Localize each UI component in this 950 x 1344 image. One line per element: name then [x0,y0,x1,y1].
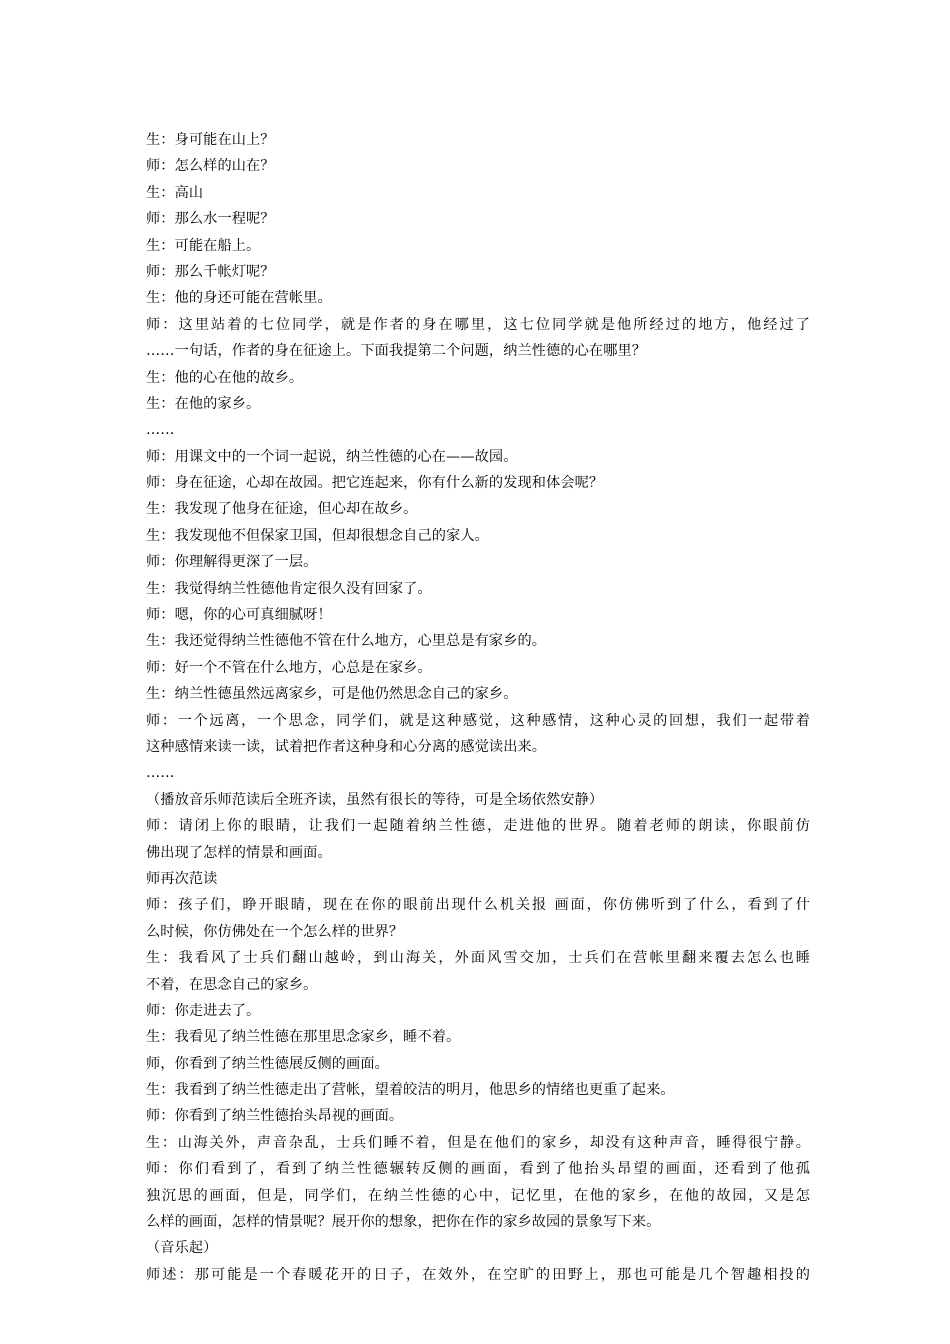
text-line-33: 不着，在思念自己的家乡。 [146,976,318,993]
document-body [146,127,810,1288]
text-line-44: 师述：那可能是一个春暖花开的日子，在效外，在空旷的田野上，那也可能是几个智趣相投的 [146,1266,810,1283]
text-line-7: 生：他的身还可能在营帐里。 [146,290,332,307]
text-line-22: 生：纳兰性德虽然远离家乡，可是他仍然思念自己的家乡。 [146,686,518,703]
text-line-30: 师：孩子们，睁开眼睛，现在在你的眼前出现什么机关报 画面，你仿佛听到了什么，看到了什 [146,897,810,914]
text-line-4: 师：那么水一程呢？ [146,211,275,228]
text-line-3: 生：高山 [146,184,204,201]
text-line-25: …… [146,765,175,782]
text-line-39: 生：山海关外，声音杂乱，士兵们睡不着，但是在他们的家乡，却没有这种声音，睡得很宁静。 [146,1134,810,1151]
text-line-43: （音乐起） [146,1240,218,1257]
text-line-23: 师：一个远离，一个思念，同学们，就是这种感觉，这种感情，这种心灵的回想，我们一起带着 [146,712,810,729]
text-line-34: 师：你走进去了。 [146,1002,261,1019]
text-line-26: （播放音乐师范读后全班齐读，虽然有很长的等待，可是全场依然安静） [146,791,604,808]
text-line-11: 生：在他的家乡。 [146,395,261,412]
text-line-12: …… [146,422,175,439]
text-line-21: 师：好一个不管在什么地方，心总是在家乡。 [146,659,432,676]
text-line-42: 么样的画面，怎样的情景呢？展开你的想象，把你在作的家乡故园的景象写下来。 [146,1214,661,1231]
text-line-38: 师：你看到了纳兰性德抬头昂视的画面。 [146,1108,404,1125]
text-line-41: 独沉思的画面，但是，同学们，在纳兰性德的心中，记忆里，在他的家乡，在他的故园，又是怎 [146,1187,810,1204]
text-line-19: 师：嗯，你的心可真细腻呀！ [146,607,332,624]
text-line-32: 生：我看风了士兵们翻山越岭，到山海关，外面风雪交加，士兵们在营帐里翻来覆去怎么也睡 [146,950,810,967]
text-line-13: 师：用课文中的一个词一起说，纳兰性德的心在——故园。 [146,448,518,465]
text-line-40: 师：你们看到了，看到了纳兰性德辗转反侧的画面，看到了他抬头昂望的画面，还看到了他孤 [146,1161,810,1178]
text-line-36: 师，你看到了纳兰性德展反侧的画面。 [146,1055,389,1072]
text-line-24: 这种感情来读一读，试着把作者这种身和心分离的感觉读出来。 [146,738,547,755]
text-line-17: 师：你理解得更深了一层。 [146,554,318,571]
text-line-20: 生：我还觉得纳兰性德他不管在什么地方，心里总是有家乡的。 [146,633,547,650]
text-line-29: 师再次范读 [146,870,218,887]
text-line-1: 生：身可能在山上？ [146,132,275,148]
text-line-18: 生：我觉得纳兰性德他肯定很久没有回家了。 [146,580,432,597]
text-line-35: 生：我看见了纳兰性德在那里思念家乡，睡不着。 [146,1029,461,1046]
text-line-27: 师：请闭上你的眼睛，让我们一起随着纳兰性德，走进他的世界。随着老师的朗读，你眼前仿 [146,818,810,835]
text-line-10: 生：他的心在他的故乡。 [146,369,304,386]
text-line-9: ……一句话，作者的身在征途上。下面我提第二个问题，纳兰性德的心在哪里？ [146,343,647,360]
text-line-37: 生：我看到了纳兰性德走出了营帐，望着皎洁的明月，他思乡的情绪也更重了起来。 [146,1082,675,1099]
text-line-5: 生：可能在船上。 [146,237,261,254]
text-line-14: 师：身在征途，心却在故园。把它连起来，你有什么新的发现和体会呢？ [146,475,604,492]
text-line-28: 佛出现了怎样的情景和画面。 [146,844,332,861]
text-line-8: 师：这里站着的七位同学，就是作者的身在哪里，这七位同学就是他所经过的地方，他经过了 [146,316,810,333]
text-line-15: 生：我发现了他身在征途，但心却在故乡。 [146,501,418,518]
text-line-2: 师：怎么样的山在？ [146,158,275,175]
text-line-6: 师：那么千帐灯呢？ [146,263,275,280]
text-line-31: 么时候，你仿佛处在一个怎么样的世界？ [146,923,404,940]
text-line-16: 生：我发现他不但保家卫国，但却很想念自己的家人。 [146,527,489,544]
